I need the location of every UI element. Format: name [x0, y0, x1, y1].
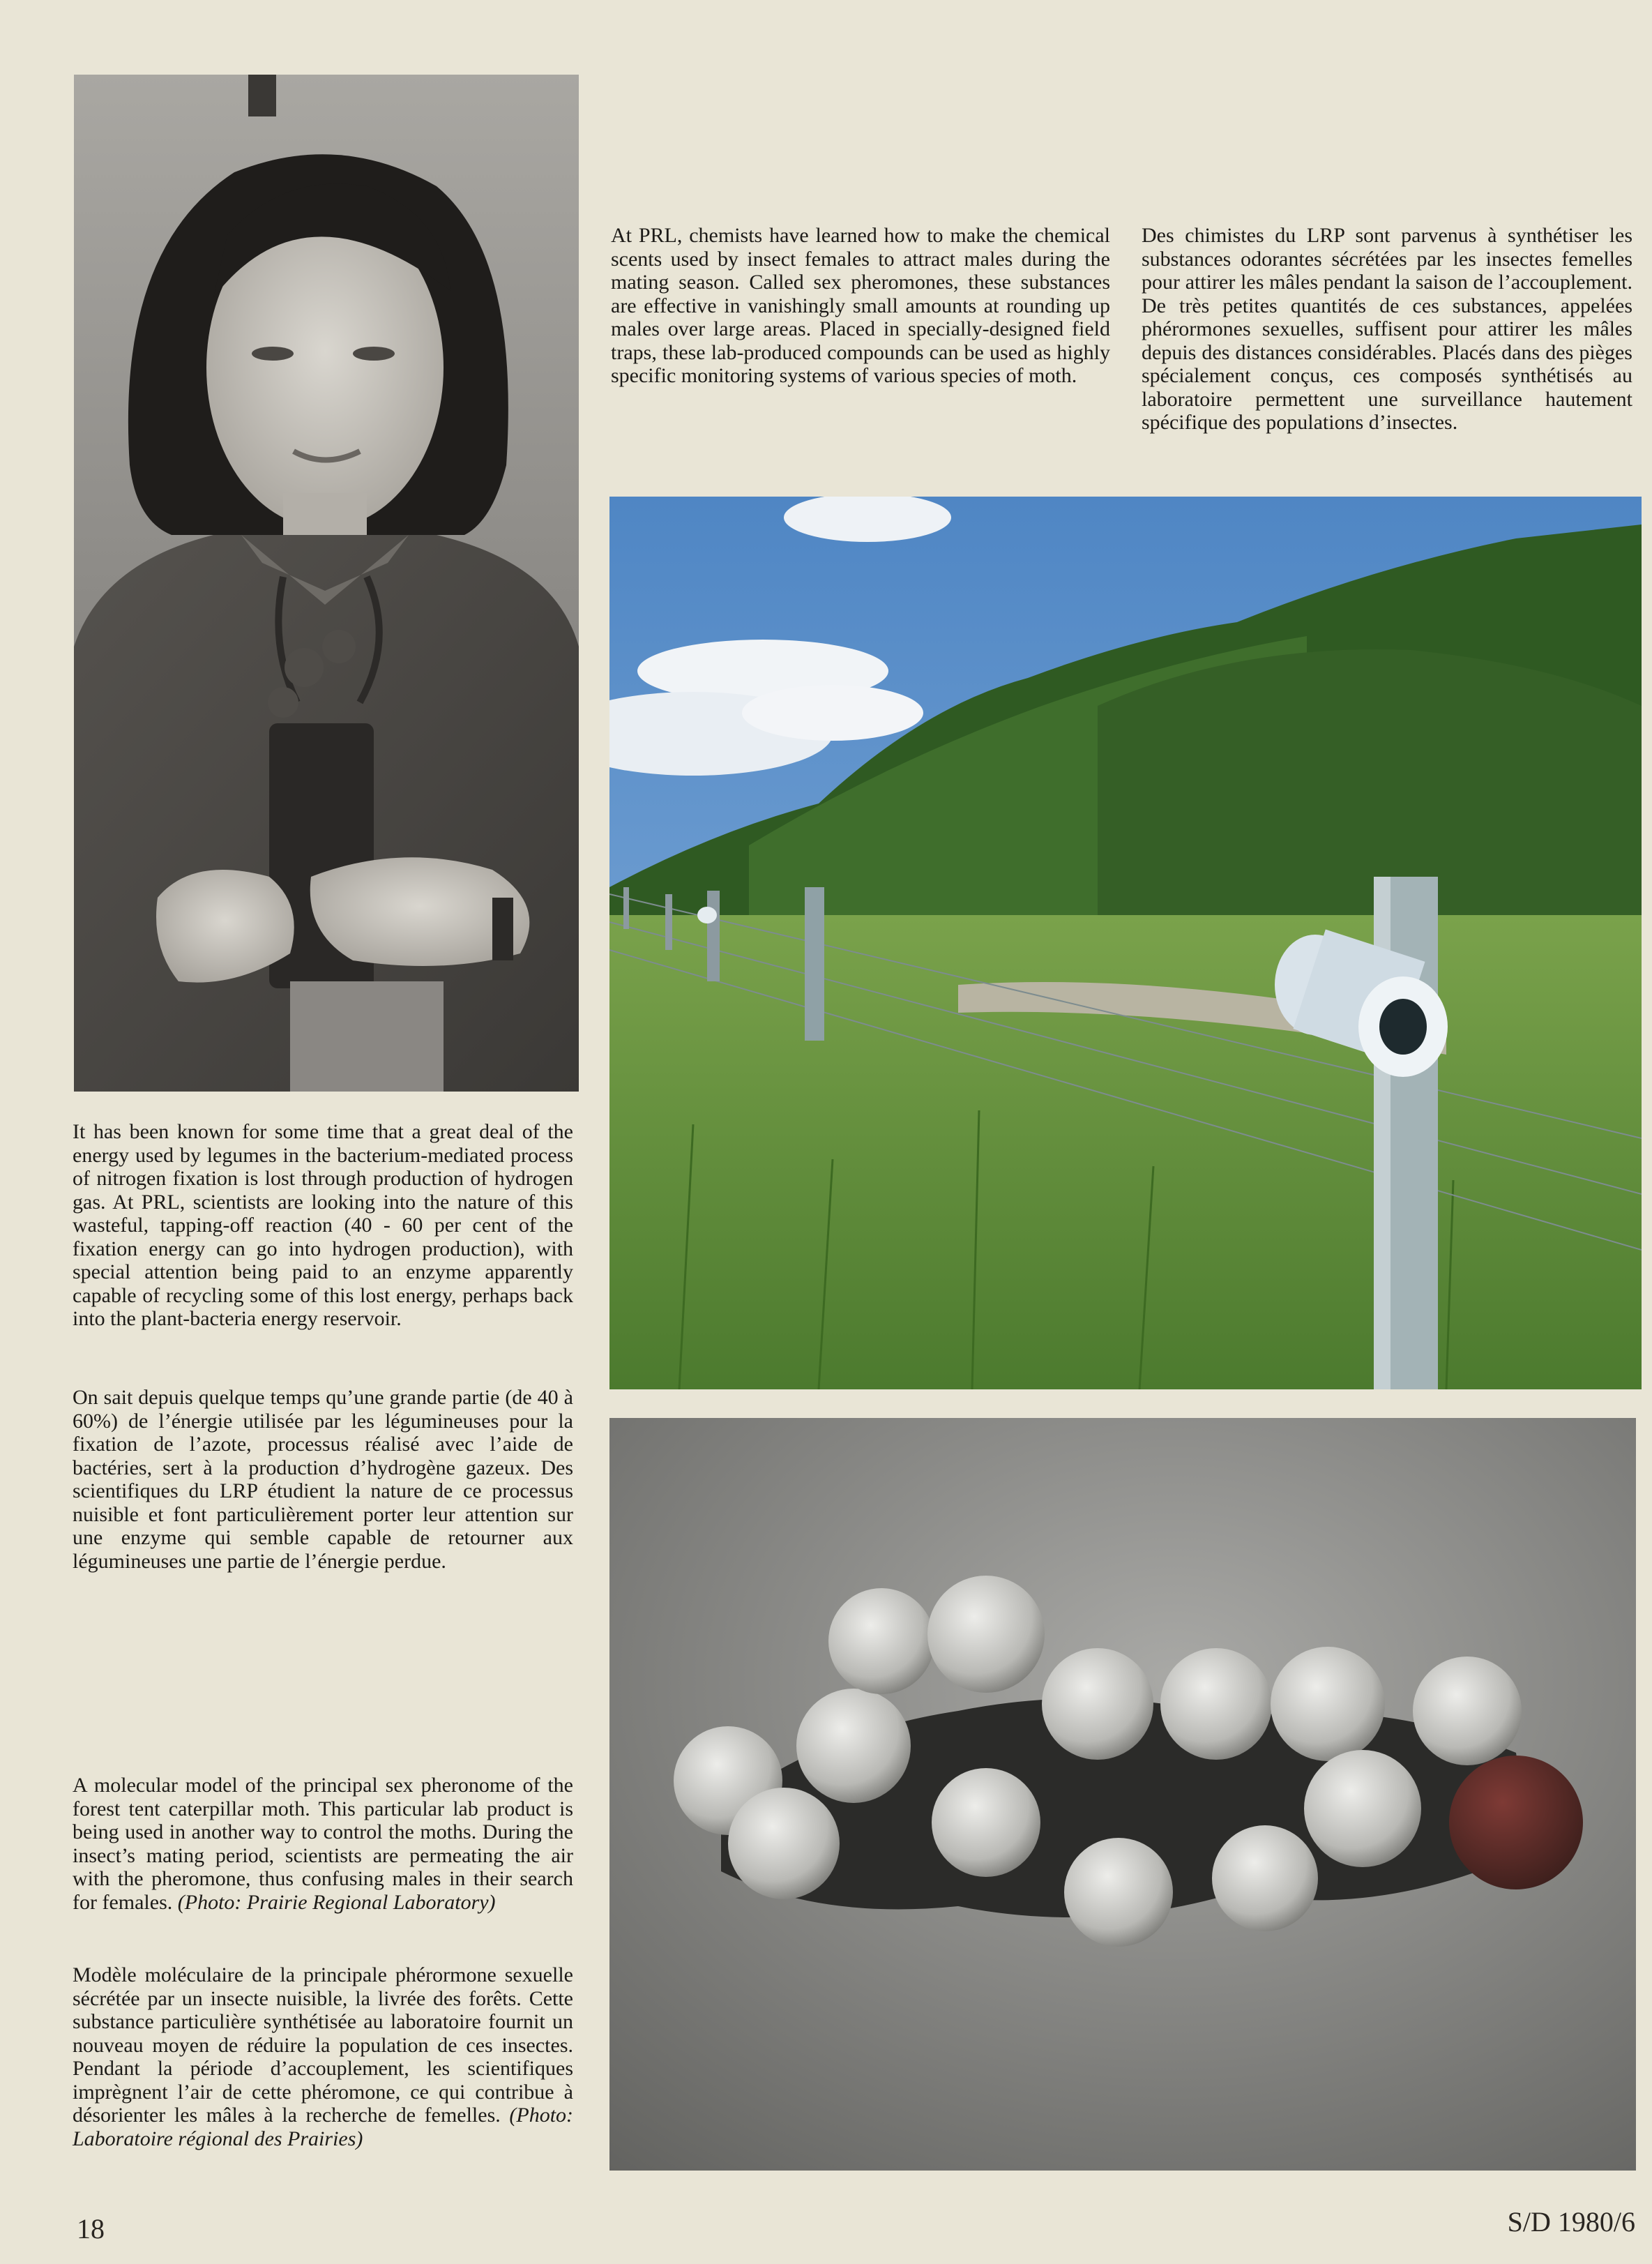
nitrogen-fixation-english-text: It has been known for some time that a great deal of the energy used by legumes in the bacterium-mediated process of nitrogen fixation is lost through production of hydrogen gas. At PRL, scientists are looking into the nature of this wasteful, tapping-off reaction (40 - 60 per cent of the fixation energy can go into hydrogen production), with special attention being paid to an enzyme apparently capable of recycling some of this lost energy, perhaps back into the plant-bacteria energy reservoir. — [73, 1120, 573, 1330]
nitrogen-fixation-french-text: On sait depuis quelque temps qu’une grande partie (de 40 à 60%) de l’énergie utilisée par les légumineuses pour la fixation de l’azote, processus réalisé avec l’aide de bactéries, sert à la production d’hydrogène gazeux. Des scientifiques du LRP étudient la nature de ce processus nuisible et font particulièrement porter leur attention sur une enzyme qui semble capable de retourner aux légumineuses une partie de l’énergie perdue. — [73, 1386, 573, 1573]
nitrogen-fixation-caption-english — [73, 1120, 573, 1331]
molecular-model-french-paragraph — [73, 1963, 573, 2150]
molecular-model-photo — [609, 1418, 1636, 2171]
molecular-model-english-paragraph — [73, 1774, 573, 1914]
molecular-model-french-text: Modèle moléculaire de la principale phérormone sexuelle sécrétée par un insecte nuisible, la livrée des forêts. Cette substance particulière synthétisée au laboratoire fournit un nouveau moyen de réduire la population de ces insectes. Pendant la période d’accouplement, les scientifiques imprègnent l’air de cette phéromone, ce qui contribue à désorienter les mâles à la recherche de femelles. — [73, 1963, 573, 2127]
pheromone-caption-english — [611, 224, 1110, 388]
molecular-model-caption-english — [73, 1774, 573, 1914]
pheromone-caption-english-text: At PRL, chemists have learned how to make the chemical scents used by insect females to attract males during the mating season. Called sex pheromones, these substances are effective in vanishingly small amounts at rounding up males over large areas. Placed in specially-designed field traps, these lab-produced compounds can be used as highly specific monitoring systems of various species of moth. — [611, 224, 1110, 387]
pheromone-caption-french-text: Des chimistes du LRP sont parvenus à synthétiser les substances odorantes sécrétées par les insectes femelles pour attirer les mâles pendant la saison de l’accouplement. De très petites quantités de ces substances, appelées phérormones sexuelles, suffisent pour attirer les mâles depuis des distances considérables. Placés dans des pièges spécialement conçus, ces composés synthétisés au laboratoire permettent une surveillance hautement spécifique des populations d’insectes. — [1142, 224, 1632, 434]
page-number: 18 — [77, 2213, 105, 2244]
photo-credit-english: (Photo: Prairie Regional Laboratory) — [177, 1890, 496, 1914]
molecular-model-english-text: A molecular model of the principal sex pheronome of the forest tent caterpillar moth. This particular lab product is being used in another way to control the moths. During the insect’s mating period, scientists are permeating the air with the pheromone, thus confusing males in their search for females. — [73, 1774, 573, 1914]
scientist-portrait-photo — [74, 75, 579, 1092]
photo-credit-french: (Photo: Laboratoire régional des Prairies) — [73, 2104, 574, 2150]
pheromone-field-trap-photo — [609, 497, 1642, 1389]
nitrogen-fixation-caption-french — [73, 1386, 573, 1573]
issue-label: S/D 1980/6 — [1507, 2206, 1635, 2237]
pheromone-caption-french — [1142, 224, 1632, 435]
molecular-model-caption-french — [73, 1963, 573, 2150]
